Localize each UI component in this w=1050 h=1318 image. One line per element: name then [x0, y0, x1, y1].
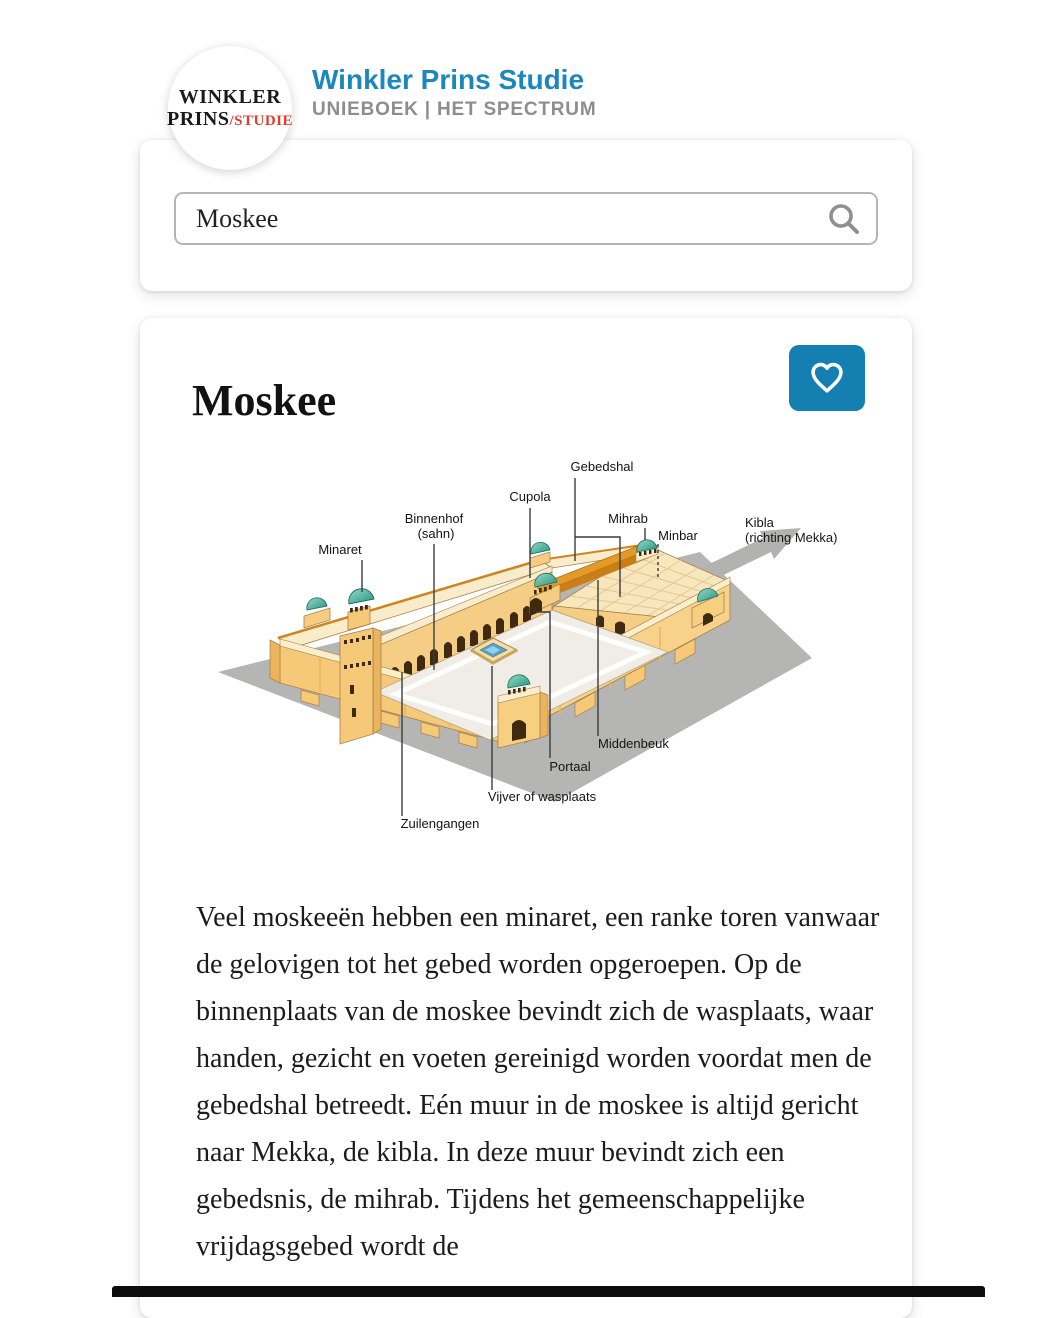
logo-line2 [167, 108, 293, 130]
logo-line2-red: /STUDIE [229, 113, 294, 129]
bottom-bar [112, 1286, 985, 1297]
label-mihrab: Mihrab [608, 511, 648, 526]
heart-icon [809, 361, 845, 395]
search-input[interactable] [176, 204, 826, 234]
mosque-diagram [200, 440, 860, 850]
label-cupola: Cupola [509, 489, 551, 504]
article-title: Moskee [192, 376, 337, 426]
label-vijver: Vijver of wasplaats [487, 789, 597, 804]
article-body: Veel moskeeën hebben een minaret, een ranke toren vanwaar de gelovigen tot het gebed worden opgeroepen. Op de binnenplaats van de moskee bevindt zich de wasplaats, waar handen, gezicht en voeten gereinigd worden voordat men de gebedshal betreedt. Eén muur in de moskee is altijd gericht naar Mekka, de kibla. In deze muur bevindt zich een gebedsnis, de mihrab. Tijdens het gemeenschappelijke vrijdagsgebed wordt de [196, 902, 880, 1262]
label-sahn: (sahn) [417, 526, 455, 541]
label-binnenhof: Binnenhof [404, 511, 464, 526]
north-dome [531, 542, 550, 554]
label-middenbeuk: Middenbeuk [598, 736, 669, 751]
search-box[interactable] [174, 192, 878, 245]
logo-line1: WINKLER [178, 86, 282, 108]
app-title: Winkler Prins Studie [312, 64, 585, 95]
article-card [140, 318, 912, 1318]
label-kibla: Kibla [745, 515, 774, 530]
label-minbar: Minbar [658, 528, 698, 543]
favorite-button[interactable] [789, 345, 865, 411]
app-subtitle: UNIEBOEK | HET SPECTRUM [312, 99, 597, 120]
search-icon[interactable] [826, 201, 862, 237]
label-gebedshal: Gebedshal [570, 459, 634, 474]
winkler-prins-logo [168, 46, 292, 170]
logo-line2-black: PRINS [166, 108, 230, 130]
label-zuilengangen: Zuilengangen [400, 816, 480, 831]
label-portaal: Portaal [549, 759, 591, 774]
label-minaret: Minaret [318, 542, 362, 557]
label-kibla-2: (richting Mekka) [745, 530, 838, 545]
corner-dome [307, 598, 327, 610]
